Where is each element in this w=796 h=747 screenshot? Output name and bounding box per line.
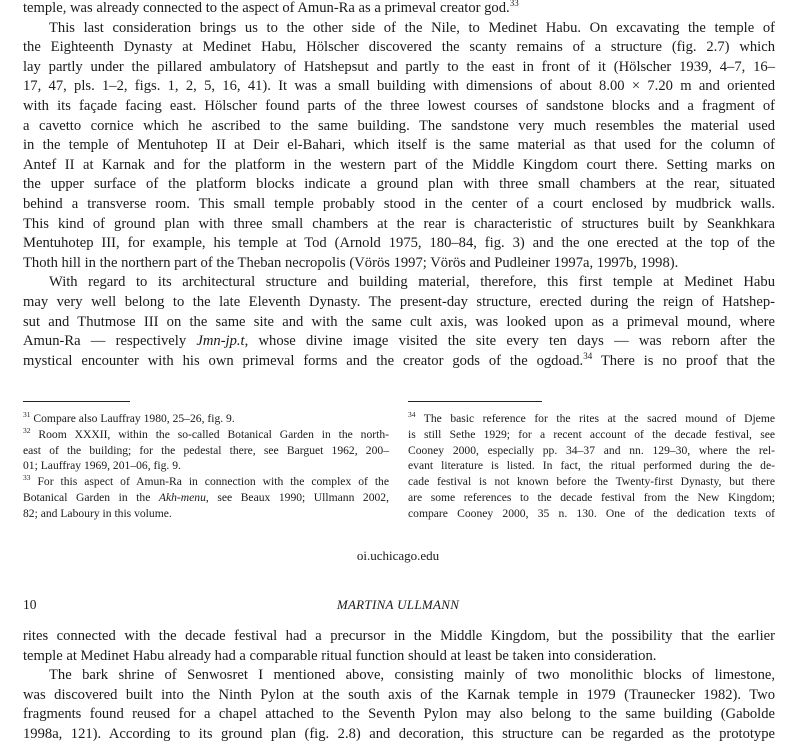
main-text-page2 (23, 627, 775, 745)
paragraph-2 (23, 19, 775, 274)
text-line: This last consideration brings us to the other side of the Nile, to Medinet Habu. On excavating the temple of (49, 19, 775, 36)
text-line: temple at Medinet Habu already had a comparable ritual function should at least be taken into consideration. (23, 647, 657, 664)
text-line: 17, 47, pls. 1–2, figs. 1, 2, 5, 16, 41). It was a small building with dimensions of about 8.00 × 7.20 m and oriented (23, 78, 775, 95)
text-line: a cavetto cornice which he ascribed to the same building. The sandstone very much resembles the material used (23, 117, 775, 134)
text-line: fragments found reused for a chapel attached to the Seventh Pylon may also belong to the same building (Gabolde (23, 706, 775, 723)
text-line: Thoth hill in the northern part of the Theban necropolis (Vörös 1997; Vörös and Pudleiner 1997a, 1997b, 1998). (23, 254, 679, 271)
footnote-31: $^{31}$ Compare also Lauffray 1980, 25–26, fig. 9. (23, 410, 235, 425)
footnote-ref-33[interactable]: 33 (509, 0, 519, 8)
italic-term: Jmn-jp.t (196, 333, 245, 350)
page-number: 10 (23, 597, 37, 612)
text-line: behind a transverse room. This small temple probably stood in the center of a court enclosed by mudbrick walls. (23, 195, 775, 212)
footnote-rule-right (408, 401, 542, 402)
text-line: The bark shrine of Senwosret I mentioned above, consisting mainly of two monolithic blocks of limestone, (49, 667, 775, 684)
text-line: with its façade facing east. Hölscher found parts of the three lowest courses of sandstone blocks and a fragment of (23, 97, 775, 114)
text-line: This kind of ground plan with three small chambers at the rear is characteristic of structures built by Seankhkara (23, 215, 775, 232)
footnotes-left (23, 411, 389, 522)
text-line: may very well belong to the late Eleventh Dynasty. The present-day structure, erected during the reign of Hatshep- (23, 293, 775, 310)
running-head: MARTINA ULLMANN (336, 597, 460, 612)
footnote-33: $^{33}$ For this aspect of Amun-Ra in connection with the complex of the Botanical Garden in the Akh-menu, see Beaux 1990; Ullmann 2002, 82; and Laboury in this volume. (23, 473, 389, 520)
paragraph-bark-shrine (23, 666, 775, 744)
text-line: mystical encounter with his own primeval forms and the creator gods of the ogdoad.$^{34}$ There is no proof that the (23, 350, 775, 369)
text-line: temple, was already connected to the aspect of Amun-Ra as a primeval creator god.$^{33}$ (23, 0, 519, 16)
text-line: Mentuhotep III, for example, his temple at Tod (Arnold 1975, 180–84, fig. 3) and the one erected at the top of the (23, 235, 775, 252)
text-line: the upper surface of the platform blocks indicate a ground plan with three small chambers at the rear, situated (23, 176, 775, 193)
text-line: in the temple of Mentuhotep II at Deir el-Bahari, which itself is the same material as that used for the column of (23, 137, 775, 154)
footnote-ref-34[interactable]: 34 (583, 350, 593, 361)
text-line: the Eighteenth Dynasty at Medinet Habu, Hölscher discovered the scanty remains of a structure (fig. 2.7) which (23, 39, 775, 56)
text-line: rites connected with the decade festival had a precursor in the Middle Kingdom, but the possibility that the earlier (23, 628, 775, 644)
footnote-32: $^{32}$ Room XXXII, within the so-called Botanical Garden in the north- east of the building; for the pedestal there, see Barguet 1962, 200– 01; Lauffray 1969, 201–06, fig. 9. (23, 425, 389, 473)
text-line: was discovered built into the Ninth Pylon at the south axis of the Karnak temple in 1979 (Traunecker 1982). Two (23, 686, 775, 703)
paragraph-continued (23, 627, 775, 666)
text-line: With regard to its architectural structure and building material, therefore, this first temple at Medinet Habu (49, 274, 775, 291)
footnotes-right (408, 411, 775, 522)
footnote-34: $^{34}$ The basic reference for the rites at the sacred mound of Djeme is still Sethe 1929; for a recent account of the decade festival, see Cooney 2000, especially pp. 34–37 and nn. 129–30, where the rel- evant literature is listed. In fact, the ritual performed during the de- cade festival is not known before the Twenty-first Dynasty, but there are some references to the decade festival from the New Kingdom; compare Cooney 2000, 35 n. 130. One of the dedication texts of (408, 410, 775, 520)
paragraph-3 (23, 273, 775, 371)
paragraph-1 (23, 0, 775, 19)
text-line: sut and Thutmose III on the same site and with the same cult axis, was looked upon as a primeval mound, where (23, 313, 775, 330)
main-text-page1 (23, 0, 775, 371)
footnote-rule-left (23, 401, 130, 402)
text-line: Amun-Ra — respectively Jmn-jp.t, whose divine image visited the site every ten days — was reborn after the (23, 333, 775, 350)
watermark-url: oi.uchicago.edu (356, 548, 440, 563)
text-line: Antef II at Karnak and for the platform in the western part of the Middle Kingdom court there. Setting marks on (23, 156, 775, 173)
text-line: 1998a, 121). According to its ground plan (fig. 2.8) and decoration, this structure can be regarded as the prototype (23, 725, 775, 742)
text-line: lay partly under the pillared ambulatory of Hatshepsut and partly to the east in front of it (Hölscher 1939, 4–7, 16– (23, 58, 775, 75)
